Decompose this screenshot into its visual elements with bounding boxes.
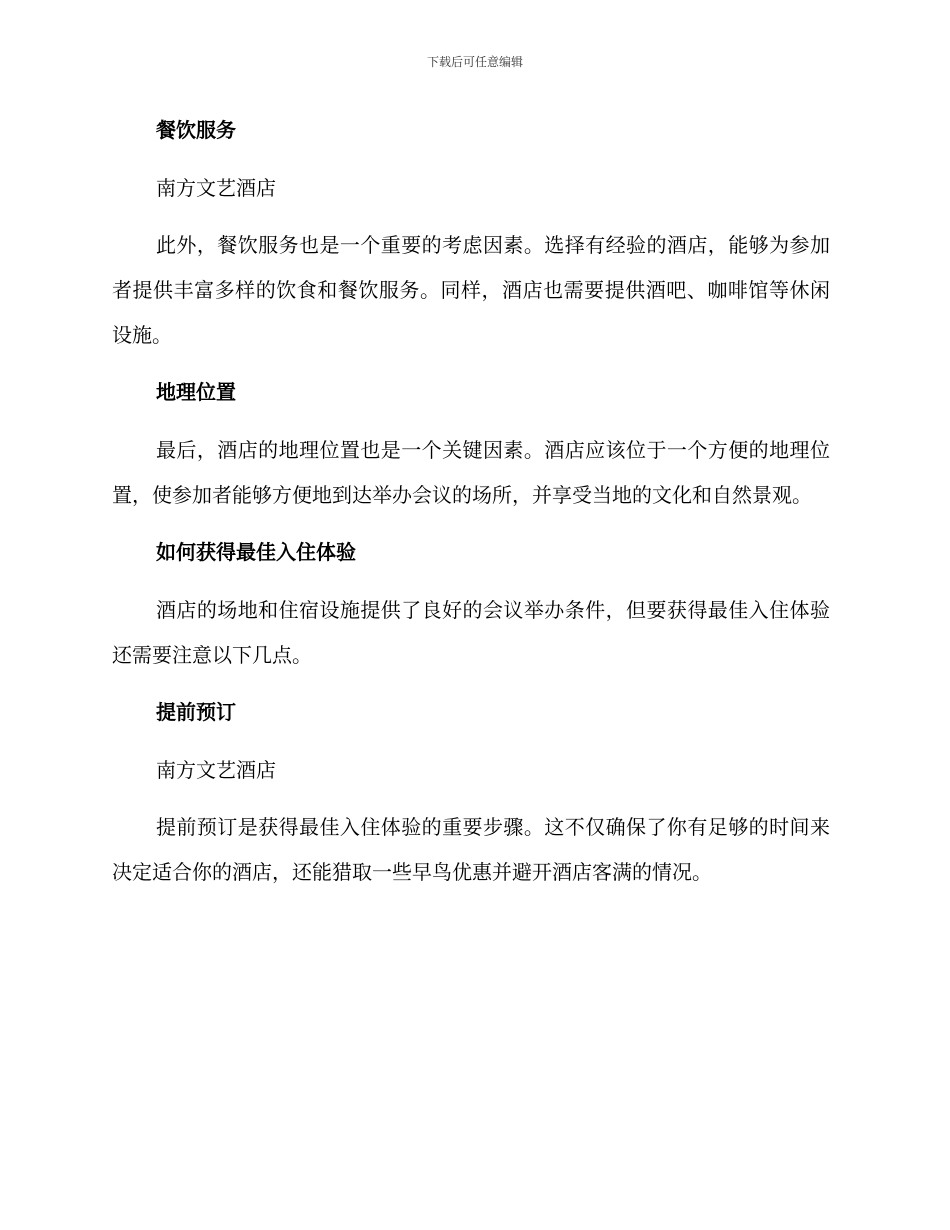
- page-header-note: 下载后可任意编辑: [426, 55, 523, 69]
- document-body: [112, 108, 830, 907]
- section-subtitle-advance-booking: 南方文艺酒店: [156, 758, 276, 782]
- section-body-advance-booking: 提前预订是获得最佳入住体验的重要步骤。这不仅确保了你有足够的时间来决定适合你的酒店，还能猎取一些早鸟优惠并避开酒店客满的情况。: [112, 815, 830, 884]
- section-heading-location: 地理位置: [156, 380, 236, 404]
- section-body-best-experience: 酒店的场地和住宿设施提供了良好的会议举办条件，但要获得最佳入住体验还需要注意以下几点。: [112, 598, 830, 667]
- section-body-dining: 此外，餐饮服务也是一个重要的考虑因素。选择有经验的酒店，能够为参加者提供丰富多样的饮食和餐饮服务。同样，酒店也需要提供酒吧、咖啡馆等休闲设施。: [112, 233, 830, 347]
- section-heading-advance-booking: 提前预订: [156, 700, 236, 724]
- section-subtitle-dining: 南方文艺酒店: [156, 176, 276, 200]
- section-body-location: 最后，酒店的地理位置也是一个关键因素。酒店应该位于一个方便的地理位置，使参加者能够方便地到达举办会议的场所，并享受当地的文化和自然景观。: [112, 438, 830, 507]
- section-heading-best-experience: 如何获得最佳入住体验: [156, 540, 356, 564]
- section-heading-dining: 餐饮服务: [156, 118, 236, 142]
